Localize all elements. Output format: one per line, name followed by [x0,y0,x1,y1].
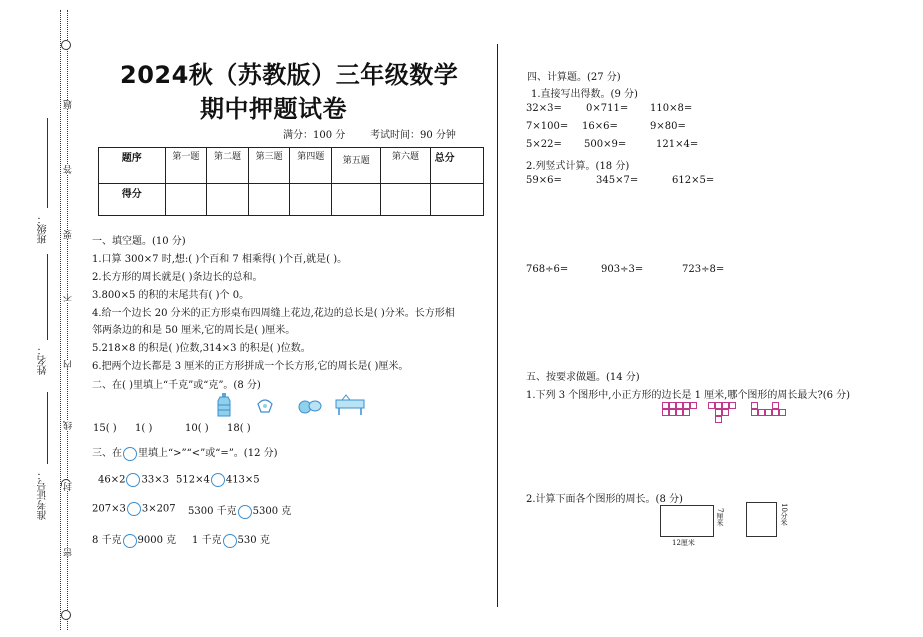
name-label: 姓名： [38,345,49,375]
section5-q1: 1.下列 3 个图形中,小正方形的边长是 1 厘米,哪个图形的周长最大?(6 分) [526,390,851,401]
section3-heading: 三、在 里填上“>”“<”或“=”。(12 分) [92,448,278,459]
oral-item: 16×6= [582,121,618,132]
bag-icon [255,398,275,414]
compare-item: 8 千克 9000 克 [92,535,177,546]
seal-char: 要 [64,230,74,239]
binding-hole-icon [61,40,71,50]
compare-circle[interactable] [211,473,225,487]
compare-circle-icon [123,447,137,461]
score-table-header: 第六题 [381,148,430,184]
id-field[interactable] [47,392,48,464]
vegetables-icon [297,397,323,415]
paper-title: 2024秋（苏教版）三年级数学 [120,61,459,89]
oral-item: 0×711= [586,103,629,114]
score-cell[interactable] [248,184,290,216]
section4-sub2: 2.列竖式计算。(18 分) [526,161,630,172]
score-cell[interactable] [165,184,207,216]
vertical-item: 612×5= [672,175,715,186]
square-figure [746,502,777,537]
unit-item: 15( ) [93,423,117,434]
seal-char: 不 [64,293,74,302]
compare-item: 1 千克 530 克 [192,535,270,546]
compare-item: 46×2 33×3 [98,474,169,486]
unit-item: 10( ) [185,423,209,434]
id-label: 准考证号： [38,470,49,520]
unit-item: 1( ) [135,423,153,434]
oral-item: 500×9= [584,139,627,150]
score-cell[interactable] [207,184,249,216]
full-score: 满分：100 分 [283,130,346,141]
compare-circle[interactable] [123,534,137,548]
vertical-item: 768÷6= [526,264,569,275]
section2-heading: 二、在( )里填上“千克”或“克”。(8 分) [92,380,261,391]
oral-item: 9×80= [650,121,686,132]
bench-icon [334,394,366,416]
fill-item: 邻两条边的和是 50 厘米,它的周长是( )厘米。 [92,325,296,336]
score-table-header: 第五题 [332,148,381,184]
rectangle-figure [660,505,714,537]
section4-sub1: 1.直接写出得数。(9 分) [531,89,638,100]
score-cell[interactable] [290,184,332,216]
section4-heading: 四、计算题。(27 分) [527,72,621,83]
vertical-item: 903÷3= [601,264,644,275]
score-table-header: 第三题 [248,148,290,184]
score-cell[interactable] [332,184,381,216]
fill-item: 4.给一个边长 20 分米的正方形桌布四周缝上花边,花边的总长是( )分米。长方形相 [92,308,455,319]
seal-char: 密 [64,548,74,557]
paper-subtitle: 期中押题试卷 [200,95,347,123]
class-field[interactable] [47,118,48,208]
score-table-header: 题序 [99,148,166,184]
column-divider [497,44,498,607]
unit-item: 18( ) [227,423,251,434]
seal-char: 答 [64,165,74,174]
binding-hole-icon [61,610,71,620]
compare-circle[interactable] [238,505,252,519]
seal-char: 线 [64,421,74,430]
score-table-header: 第四题 [290,148,332,184]
grid-figure-a [662,402,698,422]
compare-item: 5300 千克 5300 克 [188,506,292,517]
square-side-label: 10分米 [780,503,788,526]
compare-item: 512×4 413×5 [176,474,260,486]
vertical-item: 345×7= [596,175,639,186]
fill-item: 2.长方形的周长就是( )条边长的总和。 [92,272,263,283]
rect-height-label: 7厘米 [716,508,724,527]
score-cell[interactable] [430,184,483,216]
class-label: 班级： [38,214,49,244]
compare-circle[interactable] [127,502,141,516]
seal-char: 内 [64,360,74,369]
oral-item: 110×8= [650,103,693,114]
compare-item: 207×3 3×207 [92,503,176,515]
fill-item: 1.口算 300×7 时,想:( )个百和 7 相乘得( )个百,就是( )。 [92,254,348,265]
compare-circle[interactable] [126,473,140,487]
grid-figure-b [708,402,738,426]
score-table-header: 第二题 [207,148,249,184]
score-table [98,147,484,216]
seal-char: 题 [64,100,74,109]
section5-q2: 2.计算下面各个图形的周长。(8 分) [526,494,683,505]
seal-char: 封 [64,482,74,491]
vertical-item: 723÷8= [682,264,725,275]
grid-figure-c [751,402,785,422]
exam-time: 考试时间：90 分钟 [370,130,456,141]
fill-item: 6.把两个边长都是 3 厘米的正方形拼成一个长方形,它的周长是( )厘米。 [92,361,409,372]
section1-heading: 一、填空题。(10 分) [92,236,186,247]
binding-dotted-line-inner [60,10,61,630]
oral-item: 32×3= [526,103,562,114]
vertical-item: 59×6= [526,175,562,186]
oral-item: 7×100= [526,121,569,132]
section5-heading: 五、按要求做题。(14 分) [526,372,640,383]
score-table-header: 总分 [430,148,483,184]
name-field[interactable] [47,254,48,340]
fill-item: 3.800×5 的积的末尾共有( )个 0。 [92,290,250,301]
score-cell[interactable] [381,184,430,216]
oral-item: 121×4= [656,139,699,150]
fill-item: 5.218×8 的积是( )位数,314×3 的积是( )位数。 [92,343,311,354]
score-table-header: 第一题 [165,148,207,184]
compare-circle[interactable] [223,534,237,548]
oral-item: 5×22= [526,139,562,150]
bottle-icon [214,392,234,418]
rect-width-label: 12厘米 [672,539,695,547]
score-row-label: 得分 [99,184,166,216]
